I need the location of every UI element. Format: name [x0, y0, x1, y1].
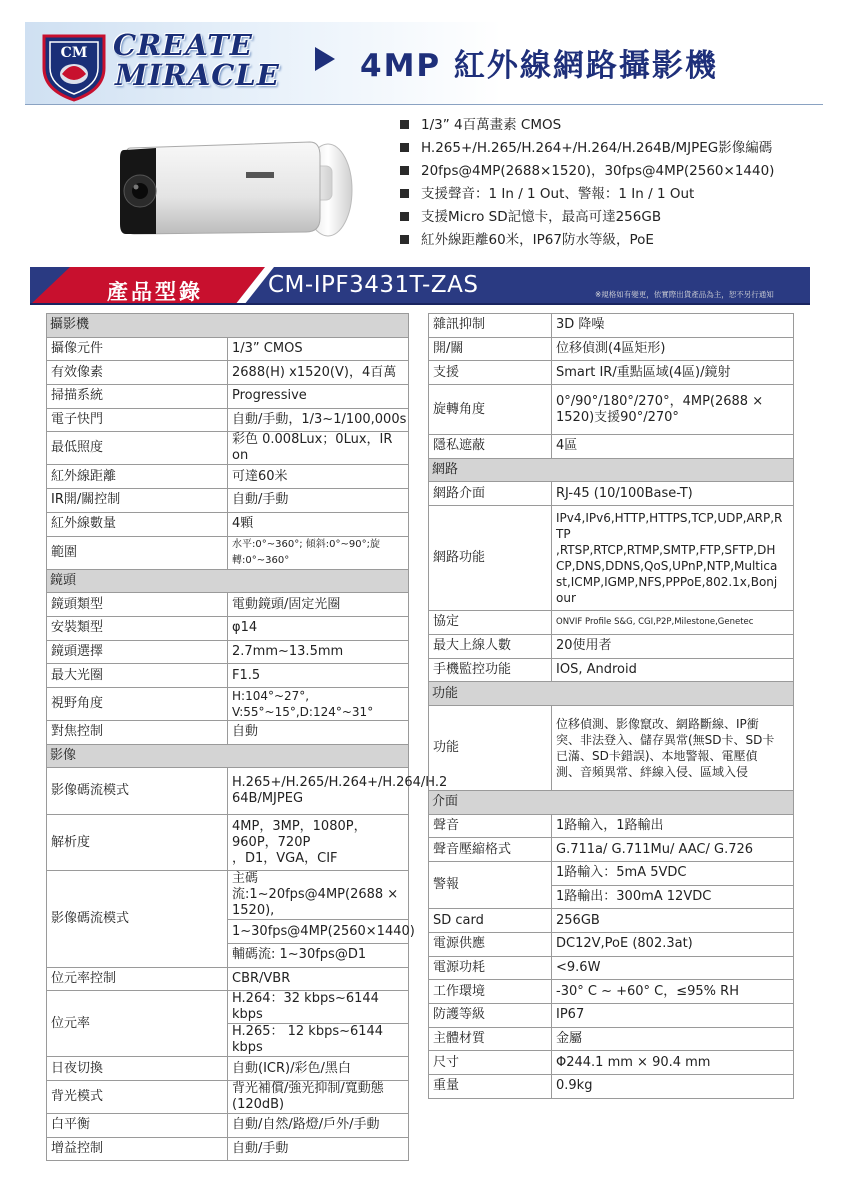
table-row [47, 361, 409, 385]
table-row [47, 664, 409, 688]
table-row [429, 337, 794, 361]
spec-value: 0.9kg [552, 1075, 794, 1099]
spec-label: 聲音 [429, 814, 552, 838]
spec-value: Smart IR/重點區域(4區)/鏡射 [552, 361, 794, 385]
section-interface: 介面 [429, 790, 794, 814]
table-row [47, 1137, 409, 1161]
section-row [429, 790, 794, 814]
feature-item [400, 183, 774, 206]
spec-label: 尺寸 [429, 1051, 552, 1075]
brand-logo [38, 28, 110, 102]
feature-item [400, 137, 774, 160]
spec-value-line: 已滿、SD卡錯誤)、本地警報、電壓偵 [556, 748, 758, 763]
spec-label: 紅外線數量 [47, 512, 228, 536]
spec-label: 白平衡 [47, 1114, 228, 1138]
spec-value: φ14 [228, 616, 409, 640]
feature-item [400, 206, 774, 229]
spec-label: 影像碼流模式 [47, 768, 228, 815]
spec-value: 自動/自然/路燈/戶外/手動 [228, 1114, 409, 1138]
disclaimer-note: ※規格如有變更，依實際出貨產品為主，恕不另行通知 [595, 290, 774, 299]
spec-label: 鏡頭選擇 [47, 640, 228, 664]
spec-label: 位元率控制 [47, 967, 228, 991]
spec-label: 安裝類型 [47, 616, 228, 640]
spec-value-line: ，D1，VGA，CIF [232, 850, 338, 866]
spec-value: 彩色 0.008Lux；0Lux，IR on [228, 432, 409, 465]
table-row [47, 465, 409, 489]
spec-label: 紅外線距離 [47, 465, 228, 489]
table-row [429, 611, 794, 635]
spec-value: RJ-45 (10/100Base-T) [552, 482, 794, 506]
spec-value: 自動/手動 [228, 1137, 409, 1161]
table-row [429, 435, 794, 459]
table-row [429, 956, 794, 980]
spec-label: 位元率 [47, 991, 228, 1057]
title-arrow-icon [315, 47, 335, 71]
feature-item [400, 229, 774, 252]
spec-label: 攝像元件 [47, 337, 228, 361]
table-row [47, 385, 409, 409]
feature-text: H.265+/H.265/H.264+/H.264/H.264B/MJPEG影像編碼 [421, 140, 773, 156]
section-row [429, 458, 794, 482]
spec-value: 自動(ICR)/彩色/黑白 [228, 1057, 409, 1081]
spec-label: 防護等級 [429, 1004, 552, 1028]
spec-value: 輔碼流: 1~30fps@D1 [228, 944, 409, 968]
spec-value: DC12V,PoE (802.3at) [552, 933, 794, 957]
feature-text: 支援Micro SD記憶卡，最高可達256GB [421, 209, 662, 225]
spec-label: 解析度 [47, 815, 228, 871]
spec-value-line: ,RTSP,RTCP,RTMP,SMTP,FTP,SFTP,DH [556, 543, 776, 558]
table-row [429, 838, 794, 862]
feature-text: 20fps@4MP(2688×1520)，30fps@4MP(2560×1440) [421, 163, 775, 179]
spec-value: <9.6W [552, 956, 794, 980]
table-row [47, 687, 409, 720]
spec-value: 電動鏡頭/固定光圈 [228, 593, 409, 617]
spec-label: 背光模式 [47, 1081, 228, 1114]
spec-label: 有效像素 [47, 361, 228, 385]
spec-label: 鏡頭類型 [47, 593, 228, 617]
section-video: 影像 [47, 744, 409, 768]
spec-label: 網路功能 [429, 506, 552, 611]
table-row [429, 933, 794, 957]
table-row [429, 814, 794, 838]
spec-value: 256GB [552, 909, 794, 933]
feature-text: 紅外線距離60米，IP67防水等級，PoE [421, 232, 654, 248]
table-row [429, 506, 794, 611]
spec-label: 功能 [429, 705, 552, 790]
section-function: 功能 [429, 682, 794, 706]
spec-label: 聲音壓縮格式 [429, 838, 552, 862]
spec-label: IR開/關控制 [47, 489, 228, 513]
feature-list [400, 114, 774, 252]
spec-label: 工作環境 [429, 980, 552, 1004]
table-row [47, 616, 409, 640]
spec-label: 視野角度 [47, 687, 228, 720]
table-row [47, 720, 409, 744]
spec-label: 雜訊抑制 [429, 314, 552, 338]
table-row [429, 361, 794, 385]
table-row [47, 432, 409, 465]
header-rule [25, 104, 823, 105]
table-row [47, 991, 409, 1024]
feature-text: 1/3” 4百萬畫素 CMOS [421, 117, 562, 133]
table-row [47, 640, 409, 664]
section-row [47, 569, 409, 593]
spec-value-line: 4MP，3MP，1080P，960P，720P [232, 818, 367, 850]
table-row [429, 861, 794, 885]
spec-label: SD card [429, 909, 552, 933]
spec-value [228, 815, 409, 871]
table-row [429, 1075, 794, 1099]
spec-value: Progressive [228, 385, 409, 409]
spec-value-line: H.265+/H.265/H.264+/H.264/H.2 [232, 775, 448, 791]
spec-value: G.711a/ G.711Mu/ AAC/ G.726 [552, 838, 794, 862]
bullet-icon [400, 212, 409, 221]
table-row [47, 489, 409, 513]
spec-value: H.265： 12 kbps~6144 kbps [228, 1024, 409, 1057]
section-lens: 鏡頭 [47, 569, 409, 593]
spec-value-line: 0°/90°/180°/270°，4MP(2688 × [556, 393, 764, 409]
catalog-label: 產品型錄 [107, 280, 203, 304]
bullet-icon [400, 166, 409, 175]
table-row [47, 768, 409, 815]
spec-label: 電子快門 [47, 408, 228, 432]
spec-value: 20使用者 [552, 634, 794, 658]
spec-value: 1/3” CMOS [228, 337, 409, 361]
table-row [429, 1004, 794, 1028]
spec-value: 金屬 [552, 1027, 794, 1051]
section-row [47, 314, 409, 338]
spec-value-line: 突、非法登入、儲存異常(無SD卡、SD卡 [556, 732, 775, 747]
table-row [47, 337, 409, 361]
page-title: 4MP 紅外線網路攝影機 [360, 48, 718, 84]
spec-label: 主體材質 [429, 1027, 552, 1051]
spec-value: 自動/手動，1/3~1/100,000s [228, 408, 409, 432]
table-row [429, 909, 794, 933]
table-row [429, 385, 794, 435]
spec-value-line: CP,DNS,DDNS,QoS,UPnP,NTP,Multica [556, 559, 778, 574]
spec-value: 自動/手動 [228, 489, 409, 513]
spec-value-line: IPv4,IPv6,HTTP,HTTPS,TCP,UDP,ARP,R [556, 511, 783, 526]
spec-value: 自動 [228, 720, 409, 744]
feature-text: 支援聲音：1 In / 1 Out、警報：1 In / 1 Out [421, 186, 695, 202]
logo-text: CM [60, 45, 88, 61]
table-row [47, 1081, 409, 1114]
table-row [429, 314, 794, 338]
spec-value-line: TP [556, 527, 571, 542]
bullet-icon [400, 189, 409, 198]
spec-label: 支援 [429, 361, 552, 385]
spec-value-line: 1520)支援90°/270° [556, 409, 679, 425]
spec-label: 掃描系統 [47, 385, 228, 409]
bullet-icon [400, 120, 409, 129]
spec-value: 3D 降噪 [552, 314, 794, 338]
brand-line-2: MIRACLE [115, 58, 280, 92]
spec-value-line: st,ICMP,IGMP,NFS,PPPoE,802.1x,Bonj [556, 575, 778, 590]
spec-label: 網路介面 [429, 482, 552, 506]
spec-value-line: our [556, 591, 576, 606]
spec-value: ONVIF Profile S&G, CGI,P2P,Milestone,Genetec [552, 611, 794, 635]
table-row [47, 408, 409, 432]
spec-value: 可達60米 [228, 465, 409, 489]
table-row [429, 1027, 794, 1051]
spec-value: 1~30fps@4MP(2560×1440) [228, 920, 409, 944]
spec-value [552, 506, 794, 611]
table-row [47, 815, 409, 871]
spec-value: -30° C ~ +60° C，≤95% RH [552, 980, 794, 1004]
spec-value-line: 位移偵測、影像竄改、網路斷線、IP衝 [556, 716, 759, 731]
spec-value: 位移偵測(4區矩形) [552, 337, 794, 361]
spec-value: IP67 [552, 1004, 794, 1028]
spec-value: 主碼流:1~20fps@4MP(2688 × 1520), [228, 871, 409, 920]
spec-label: 影像碼流模式 [47, 871, 228, 967]
spec-value: F1.5 [228, 664, 409, 688]
section-network: 網路 [429, 458, 794, 482]
spec-value: 背光補償/強光抑制/寬動態(120dB) [228, 1081, 409, 1114]
spec-value: Φ244.1 mm × 90.4 mm [552, 1051, 794, 1075]
spec-label: 電源功耗 [429, 956, 552, 980]
spec-label: 範圍 [47, 536, 228, 569]
spec-value: 1路輸入：5mA 5VDC [552, 861, 794, 885]
table-row [429, 658, 794, 682]
table-row [47, 1057, 409, 1081]
spec-label: 協定 [429, 611, 552, 635]
spec-label: 警報 [429, 861, 552, 908]
table-row [429, 634, 794, 658]
bullet-icon [400, 143, 409, 152]
table-row [429, 482, 794, 506]
spec-value: H.264：32 kbps~6144 kbps [228, 991, 409, 1024]
spec-value: 1路輸出：300mA 12VDC [552, 885, 794, 909]
spec-label: 日夜切換 [47, 1057, 228, 1081]
spec-table-right [428, 313, 794, 1099]
spec-value: H:104°~27°, V:55°~15°,D:124°~31° [228, 687, 409, 720]
table-row [47, 871, 409, 920]
brand-line-1: CREATE [113, 28, 253, 62]
spec-value: 2.7mm~13.5mm [228, 640, 409, 664]
spec-value: IOS, Android [552, 658, 794, 682]
table-row [47, 967, 409, 991]
table-row [47, 593, 409, 617]
table-row [429, 980, 794, 1004]
spec-value-line: 測、音頻異常、絆線入侵、區域入侵 [556, 764, 749, 779]
spec-value [552, 705, 794, 790]
section-row [429, 682, 794, 706]
bullet-icon [400, 235, 409, 244]
table-row [47, 1114, 409, 1138]
spec-value: 4區 [552, 435, 794, 459]
feature-item [400, 114, 774, 137]
spec-label: 手機監控功能 [429, 658, 552, 682]
table-row [429, 705, 794, 790]
table-row [47, 512, 409, 536]
spec-label: 電源供應 [429, 933, 552, 957]
spec-label: 增益控制 [47, 1137, 228, 1161]
spec-label: 重量 [429, 1075, 552, 1099]
spec-value: 水平:0°~360°; 傾斜:0°~90°;旋轉:0°~360° [228, 536, 409, 569]
spec-value-line: 64B/MJPEG [232, 791, 304, 807]
section-camera: 攝影機 [47, 314, 409, 338]
spec-label: 隱私遮蔽 [429, 435, 552, 459]
camera-image [120, 128, 360, 248]
feature-item [400, 160, 774, 183]
spec-value: 1路輸入，1路輸出 [552, 814, 794, 838]
section-row [47, 744, 409, 768]
spec-value: 2688(H) x1520(V)，4百萬 [228, 361, 409, 385]
table-row [47, 536, 409, 569]
spec-value: CBR/VBR [228, 967, 409, 991]
model-number: CM-IPF3431T-ZAS [268, 272, 479, 298]
spec-label: 對焦控制 [47, 720, 228, 744]
spec-label: 最大上線人數 [429, 634, 552, 658]
spec-label: 最低照度 [47, 432, 228, 465]
spec-label: 最大光圈 [47, 664, 228, 688]
spec-label: 開/關 [429, 337, 552, 361]
table-row [429, 1051, 794, 1075]
spec-value: 4顆 [228, 512, 409, 536]
spec-value [552, 385, 794, 435]
spec-label: 旋轉角度 [429, 385, 552, 435]
